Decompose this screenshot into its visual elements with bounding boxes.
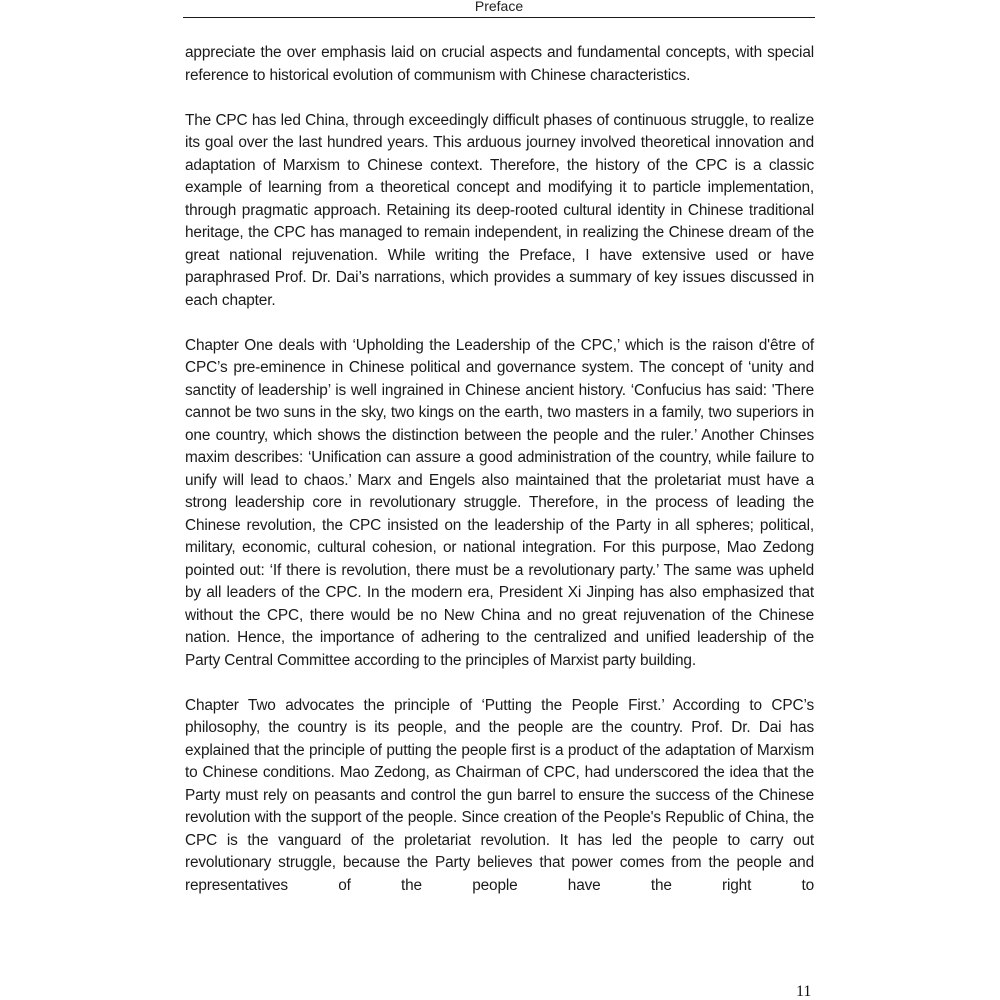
paragraph-chapter-one: Chapter One deals with ‘Upholding the Leadership of the CPC,’ which is the raison d'être of CPC’s pre-eminence in Chinese political and governance system. The concept of ‘unity and sanctity of leadership’ is well ingrained in Chinese ancient history. ‘Confucius has said: 'There cannot be two suns in the sky, two kings on the earth, two masters in a family, two superiors in one country, which shows the distinction between the people and the ruler.’ Another Chinses maxim describes: ‘Unification can assure a good administration of the country, while failure to unify will lead to chaos.’ Marx and Engels also maintained that the proletariat must have a strong leadership core in revolutionary struggle. Therefore, in the process of leading the Chinese revolution, the CPC insisted on the leadership of the Party in all spheres; political, military, economic, cultural cohesion, or national integration. For this purpose, Mao Zedong pointed out: ‘If there is revolution, there must be a revolutionary party.’ The same was upheld by all leaders of the CPC. In the modern era, President Xi Jinping has also emphasized that without the CPC, there would be no New China and no great rejuvenation of the Chinese nation. Hence, the importance of adhering to the centralized and unified leadership of the Party Central Committee according to the principles of Marxist party building.: [185, 336, 814, 669]
running-header-title: Preface: [474, 0, 524, 14]
paragraph-continuation: appreciate the over emphasis laid on crucial aspects and fundamental concepts, with special reference to historical evolution of communism with Chinese characteristics.: [185, 44, 814, 84]
page-body: [185, 42, 814, 920]
page-number: 11: [796, 983, 812, 1000]
running-header: [183, 0, 815, 18]
paragraph-cpc-history: The CPC has led China, through exceedingly difficult phases of continuous struggle, to realize its goal over the last hundred years. This arduous journey involved theoretical innovation and adaptation of Marxism to Chinese context. Therefore, the history of the CPC is a classic example of learning from a theoretical concept and modifying it to particle implementation, through pragmatic approach. Retaining its deep-rooted cultural identity in Chinese traditional heritage, the CPC has managed to remain independent, in realizing the Chinese dream of the great national rejuvenation. While writing the Preface, I have extensive used or have paraphrased Prof. Dr. Dai’s narrations, which provides a summary of key issues discussed in each chapter.: [185, 111, 814, 309]
paragraph-chapter-two: Chapter Two advocates the principle of ‘Putting the People First.’ According to CPC’s philosophy, the country is its people, and the people are the country. Prof. Dr. Dai has explained that the principle of putting the people first is a product of the adaptation of Marxism to Chinese conditions. Mao Zedong, as Chairman of CPC, had underscored the idea that the Party must rely on peasants and control the gun barrel to ensure the success of the Chinese revolution with the support of the people. Since creation of the People's Republic of China, the CPC is the vanguard of the proletariat revolution. It has led the people to carry out revolutionary struggle, because the Party believes that power comes from the people and representatives of the people have the right to: [185, 696, 814, 894]
